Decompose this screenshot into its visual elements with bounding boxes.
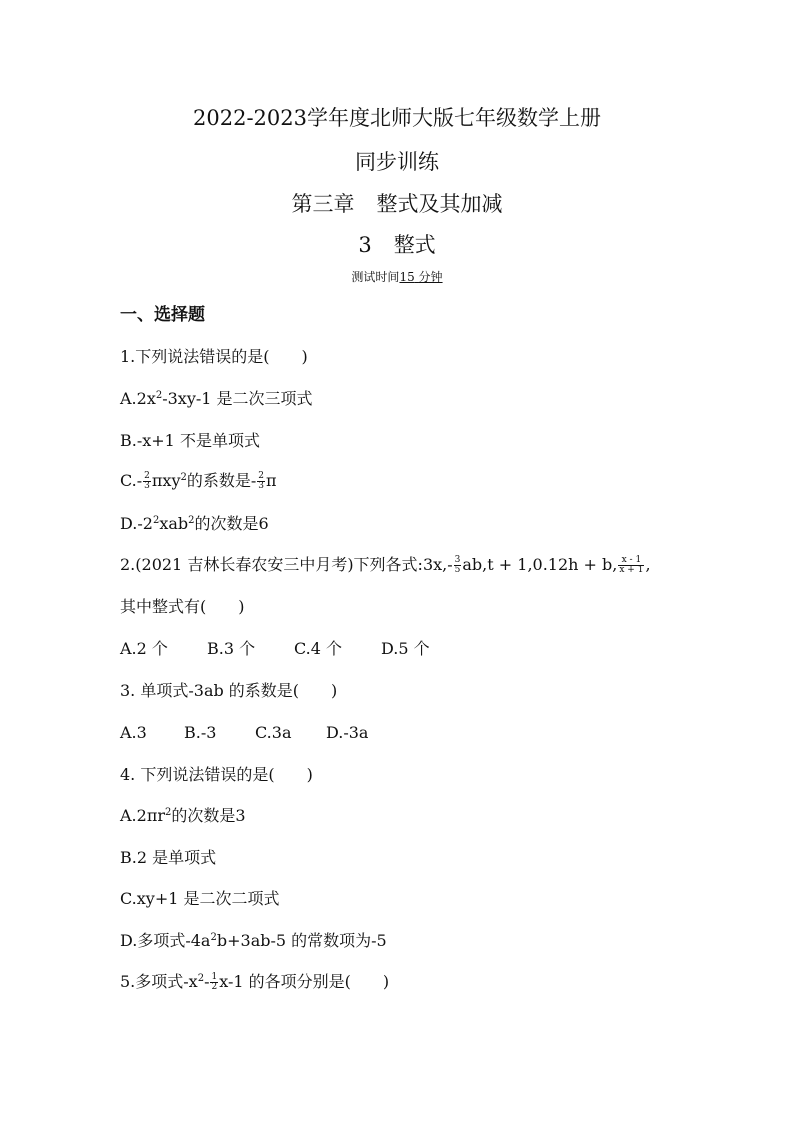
q2-option-d: D.5 个 (381, 639, 430, 658)
q4-stem: 4. 下列说法错误的是( ) (120, 765, 313, 784)
chapter-name: 整式及其加减 (376, 192, 503, 216)
section-title (0, 229, 794, 259)
q1-option-d: $D.-2^2xab^2$的次数是6 (120, 514, 269, 533)
fraction: $\frac{x - 1}{x + 1}$ (619, 555, 644, 575)
q2-option-a: A.2 个 (120, 639, 168, 658)
q2-options (120, 639, 430, 659)
title-line-1: 2022-2023学年度北师大版七年级数学上册 (193, 106, 601, 130)
q3-stem: 3. 单项式-3ab 的系数是( ) (120, 681, 338, 700)
q1-option-c: C.- $\frac{2}{3}$ πxy$^2$的系数是- $\frac{2}{3}$ π (120, 471, 277, 491)
q2-stem: 2.(2021 吉林长春农安三中月考)下列各式:3x,- $\frac{3}{5}$ ab,t + 1,0.12h + b, $\frac{x - 1}{x + 1}$ , (120, 555, 651, 575)
q3-option-b: B.-3 (184, 723, 217, 742)
section-heading: 一、选择题 (120, 305, 205, 325)
q1-option-b: B.-x+1 不是单项式 (120, 431, 260, 450)
section-number: 3 (358, 233, 372, 257)
q3-option-a: A.3 (120, 723, 147, 742)
q3-option-c: C.3a (255, 723, 292, 742)
q1-option-a: $A.2x^2-3xy-1$ 是二次三项式 (120, 389, 313, 408)
q4-option-c: C.xy+1 是二次二项式 (120, 889, 280, 908)
test-time-value: 15 分钟 (399, 270, 443, 284)
test-time-label: 测试时间 (351, 270, 400, 284)
q2-stem-continued: 其中整式有( ) (120, 597, 245, 616)
q2-option-b: B.3 个 (207, 639, 256, 658)
fraction: $\frac{2}{3}$ (258, 471, 265, 491)
chapter-title (0, 188, 794, 218)
q4-option-a: $A.2\pi r^2$的次数是3 (120, 806, 246, 825)
q1-stem: 1.下列说法错误的是( ) (120, 347, 308, 366)
fraction: $\frac{3}{5}$ (454, 555, 461, 575)
q4-option-b: B.2 是单项式 (120, 848, 217, 867)
test-time (0, 268, 794, 285)
q3-option-d: D.-3a (326, 723, 369, 742)
q5-stem: 5.多项式$-x^2-$ $\frac{1}{2}$ x-1 的各项分别是( ) (120, 972, 390, 992)
chapter-number: 第三章 (291, 192, 355, 216)
title-line-2: 同步训练 (355, 150, 439, 174)
fraction: $\frac{2}{3}$ (144, 471, 150, 491)
q3-options (120, 723, 368, 743)
section-name: 整式 (393, 233, 436, 257)
q2-option-c: C.4 个 (294, 639, 343, 658)
fraction: $\frac{1}{2}$ (211, 972, 218, 992)
q4-option-d: D.多项式$-4a^2b+3ab-5$ 的常数项为-5 (120, 931, 387, 950)
